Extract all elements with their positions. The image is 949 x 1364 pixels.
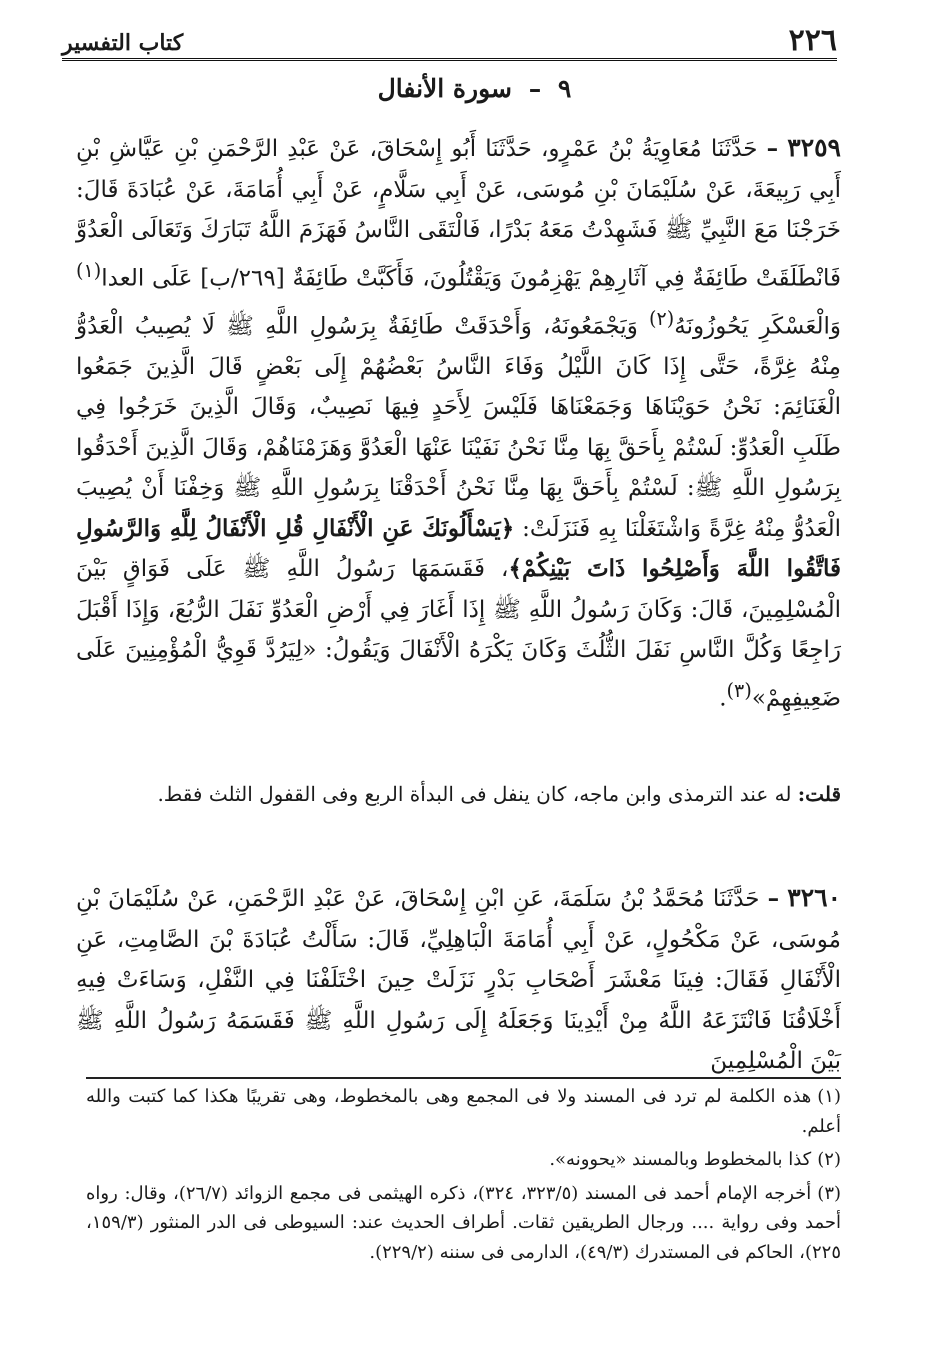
hadith-number: ٣٢٦٠ (787, 883, 842, 912)
hadith-dash: – (767, 885, 780, 912)
footnote-number: (١) (817, 1086, 841, 1107)
qult-note (76, 772, 841, 816)
footnote-text: كذا بالمخطوط وبالمسند «يحوونه». (549, 1149, 812, 1170)
footnote-number: (٣) (817, 1182, 842, 1204)
footnote (86, 1179, 841, 1268)
book-title: كتاب التفسير (62, 30, 184, 56)
footnotes (86, 1082, 841, 1271)
hadith-text: وَيَجْمَعُونَهُ، وَأَحْدَقَتْ طَائِفَةٌ بِرَسُولِ اللَّهِ ﷺ لَا يُصِيبُ الْعَدُوُّ مِنْهُ غِرَّةً، حَتَّى إِذَا كَانَ اللَّيْلُ وَفَاءَ النَّاسُ بَعْضُهُمْ إِلَى بَعْضٍ قَالَ الَّذِينَ جَمَعُوا الْغَنَائِمَ: نَحْنُ حَوَيْنَاهَا وَجَمَعْنَاهَا فَلَيْسَ لِأَحَدٍ فِيهَا نَصِيبٌ، وَقَالَ الَّذِينَ خَرَجُوا فِي طَلَبِ الْعَدُوِّ: لَسْتُمْ بِأَحَقَّ بِهَا مِنَّا نَحْنُ نَفَيْنَا عَنْهَا الْعَدُوَّ وَهَزَمْنَاهُمْ، وَقَالَ الَّذِينَ أَحْدَقُوا بِرَسُولِ اللَّهِ ﷺ: لَسْتُمْ بِأَحَقَّ بِهَا مِنَّا نَحْنُ أَحْدَقْنَا بِرَسُولِ اللَّهِ ﷺ وَخِفْنَا أَنْ يُصِيبَ الْعَدُوُّ مِنْهُ غِرَّةً وَاشْتَغَلْنَا بِهِ فَنَزَلَتْ: (76, 313, 842, 542)
footnote-number: (٢) (817, 1149, 841, 1170)
quran-verse: ﴿يَسْأَلُونَكَ عَنِ الْأَنْفَالِ قُلِ الْأَنْفَالُ لِلَّهِ وَالرَّسُولِ فَاتَّقُوا اللَّهَ وَأَصْلِحُوا ذَاتَ بَيْنِكُمْ﴾ (76, 514, 841, 583)
hadith-number: ٣٢٥٩ (787, 133, 841, 162)
hadith-dash: – (766, 135, 779, 162)
hadith-text: عَلَى العدا (101, 265, 193, 292)
qult-text: له عند الترمذى وابن ماجه، كان ينفل فى البدأة الربع وفى القفول الثلث فقط. (157, 782, 792, 806)
page-header (62, 18, 837, 61)
footnote-text: أخرجه الإمام أحمد فى المسند (٣٢٣/٥، ٣٢٤)، ذكره الهيثمى فى مجمع الزوائد (٢٦/٧)، وقال: رواه أحمد وفى رواية .... ورجال الطريقين ثقات. أطراف الحديث عند: السيوطى فى الدر المنثور (١٥٩/٣، ٢٢٥)، الحاكم فى المستدرك (٤٩/٣)، الدارمى فى سننه (٢٢٩/٢). (86, 1182, 841, 1263)
footnote (86, 1145, 841, 1175)
hadith-end: . (719, 685, 727, 712)
footnote-marker: (١) (76, 258, 102, 282)
hadith-text: ، فَقَسَمَهَا رَسُولُ اللَّهِ ﷺ عَلَى فَوَاقٍ بَيْنَ الْمُسْلِمِينَ، قَالَ: وَكَانَ رَسُولُ اللَّهِ ﷺ إِذَا أَغَارَ فِي أَرْضِ الْعَدُوِّ نَفَلَ الرُّبُعَ، وَإِذَا أَقْبَلَ رَاجِعًا وَكُلَّ النَّاسِ نَفَلَ الثُّلُثَ وَكَانَ يَكْرَهُ الْأَنْفَالَ وَيَقُولُ: «لِيَرُدَّ قَوِيُّ الْمُؤْمِنِينَ عَلَى ضَعِيفِهِمْ» (76, 556, 841, 712)
surah-title (0, 74, 949, 103)
hadith-text: حَدَّثَنَا مُحَمَّدُ بْنُ سَلَمَةَ، عَنِ ابْنِ إِسْحَاقَ، عَنْ عَبْدِ الرَّحْمَنِ، عَنْ سُلَيْمَانَ بْنِ مُوسَى، عَنْ مَكْحُولٍ، عَنْ أَبِي أُمَامَةَ الْبَاهِلِيِّ، قَالَ: سَأَلْتُ عُبَادَةَ بْنَ الصَّامِتِ، عَنِ الْأَنْفَالِ فَقَالَ: فِينَا مَعْشَرَ أَصْحَابِ بَدْرٍ نَزَلَتْ حِينَ اخْتَلَفْنَا فِي النَّفْلِ، وَسَاءَتْ فِيهِ أَخْلَاقُنَا فَانْتَزَعَهُ اللَّهُ مِنْ أَيْدِينَا وَجَعَلَهُ إِلَى رَسُولِ اللَّهِ ﷺ فَقَسَمَهُ رَسُولُ اللَّهِ ﷺ بَيْنَ الْمُسْلِمِينَ (76, 886, 841, 1074)
page-number: ٢٢٦ (788, 23, 837, 58)
footnote-marker: (٣) (726, 678, 752, 702)
footnote (86, 1082, 841, 1141)
surah-name: سورة الأنفال (377, 74, 512, 103)
hadith-3260 (76, 878, 841, 1082)
qult-label: قلت: (797, 782, 841, 806)
footnote-text: هذه الكلمة لم ترد فى المسند ولا فى المجمع وهى بالمخطوط، وهى تقريبًا هكذا كما كتبت والله أعلم. (86, 1086, 841, 1137)
surah-dash: – (528, 74, 542, 103)
footnote-divider (86, 1077, 841, 1079)
hadith-text: حَدَّثَنَا مُعَاوِيَةُ بْنُ عَمْرٍو، حَدَّثَنَا أَبُو إِسْحَاقَ، عَنْ عَبْدِ الرَّحْمَنِ بْنِ عَيَّاشِ بْنِ أَبِي رَبِيعَةَ، عَنْ سُلَيْمَانَ بْنِ مُوسَى، عَنْ أَبِي سَلَّامٍ، عَنْ أَبِي أُمَامَةَ، عَنْ عُبَادَةَ قَالَ: خَرَجْنَا مَعَ النَّبِيِّ ﷺ فَشَهِدْتُ مَعَهُ بَدْرًا، فَالْتَقَى النَّاسُ فَهَزَمَ اللَّهُ تَبَارَكَ وَتَعَالَى الْعَدُوَّ فَانْطَلَقَتْ طَائِفَةٌ فِي آثَارِهِمْ يَهْزِمُونَ وَيَقْتُلُونَ، فَأَكَبَّتْ طَائِفَةٌ (76, 136, 842, 292)
hadith-3259 (76, 128, 841, 719)
footnote-marker: (٢) (648, 306, 675, 330)
surah-number: ٩ (557, 74, 572, 103)
hadith-text: وَالْعَسْكَرِ يَحُوزُونَهُ (674, 313, 841, 340)
page-reference: [٢٦٩/ب] (200, 265, 285, 292)
